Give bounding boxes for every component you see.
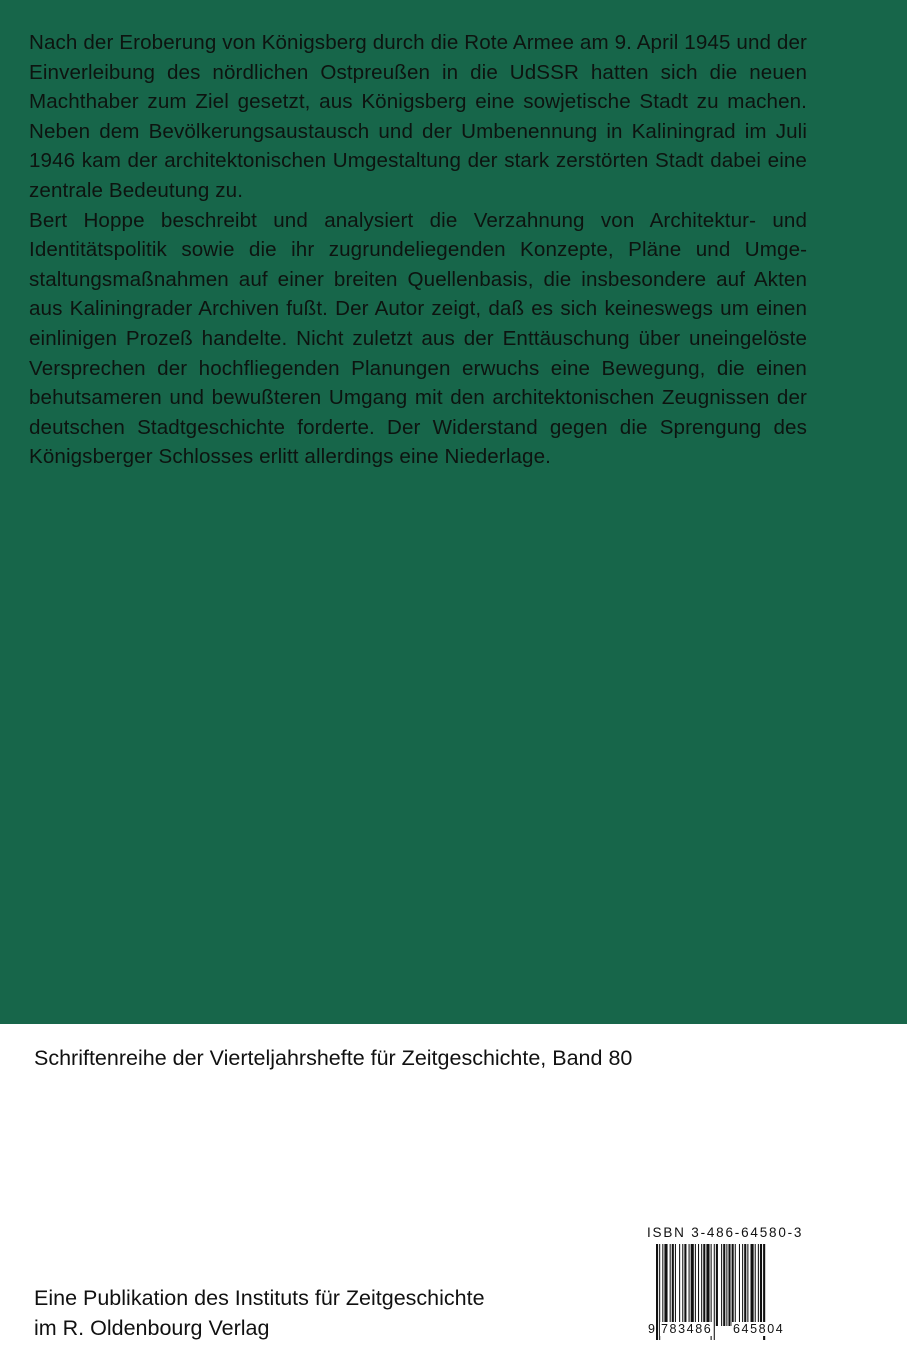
barcode-bar [691, 1244, 694, 1326]
barcode-bar [698, 1244, 699, 1326]
barcode-bar [742, 1244, 743, 1326]
barcode-bar [689, 1244, 690, 1326]
blurb-paragraph-1: Nach der Eroberung von Königsberg durch die Rote Armee am 9. April 1945 und der Einverleibung des nördlichen Ostpreußen in die UdSSR hatten sich die neuen Machthaber zum Ziel gesetzt, aus Königsberg eine sowjetische Stadt zu machen. Neben dem Bevölkerungsaustausch und der Umbenennung in Kaliningrad im Juli 1946 kam der architektonischen Umgestaltung der stark zerstörten Stadt dabei eine zentrale Bedeutung zu. [29, 31, 807, 202]
series-title: Schriftenreihe der Vierteljahrshefte für Zeitgeschichte, Band 80 [34, 1046, 633, 1070]
barcode-bar [682, 1244, 683, 1326]
publisher-note [34, 1283, 485, 1343]
barcode-bar [739, 1244, 740, 1326]
barcode-bar [664, 1244, 667, 1326]
barcode-digits-right: 645804 [733, 1322, 785, 1336]
barcode-bar [662, 1244, 663, 1326]
barcode-bar [751, 1244, 754, 1326]
isbn-label: ISBN 3-486-64580-3 [647, 1225, 804, 1240]
barcode-bar [670, 1244, 671, 1326]
barcode-bar [726, 1244, 727, 1326]
blurb-paragraph-2: Bert Hoppe beschreibt und analysiert die Verzahnung von Architektur- und Identitätspolitik sowie die ihr zugrundeliegenden Konzepte, Pläne und Umgestaltungsmaßnahmen auf einer breiten Quellenbasis, die insbesondere auf Akten aus Kaliningrader Archiven fußt. Der Autor zeigt, daß es sich keineswegs um einen einlinigen Prozeß handelte. Nicht zuletzt aus der Enttäuschung über uneingelöste Versprechen der hochfliegenden Planungen erwuchs eine Bewegung, die einen behutsameren und bewußteren Umgang mit den architektonischen Zeugnissen der deutschen Stadtgeschichte forderte. Der Widerstand gegen die Sprengung des Königsberger Schlosses erlitt allerdings eine Niederlage. [29, 208, 807, 469]
barcode-bar [747, 1244, 748, 1326]
barcode-bar [706, 1244, 709, 1326]
barcode-digit-lead: 9 [648, 1322, 655, 1336]
blurb-text [29, 28, 807, 472]
publisher-line-1: Eine Publikation des Instituts für Zeitgeschichte [34, 1286, 485, 1310]
barcode-bar [675, 1244, 676, 1326]
barcode-digits-left: 783486 [661, 1322, 713, 1336]
barcode-bar [716, 1244, 718, 1326]
barcode-bar [721, 1244, 722, 1326]
barcode-bar [703, 1244, 705, 1326]
barcode-bar [744, 1244, 746, 1326]
barcode-bar [735, 1244, 736, 1326]
barcode-bar [732, 1244, 734, 1326]
barcode-bar [723, 1244, 725, 1326]
barcode-bar [695, 1244, 696, 1326]
publisher-line-2: im R. Oldenbourg Verlag [34, 1316, 270, 1340]
barcode-bar [758, 1244, 759, 1326]
barcode-bar [701, 1244, 702, 1326]
barcode-bar [755, 1244, 756, 1326]
barcode-bar [728, 1244, 730, 1326]
barcode-bar [672, 1244, 674, 1326]
barcode-bar [679, 1244, 680, 1326]
barcode-bar [684, 1244, 686, 1326]
barcode-digits [645, 1322, 810, 1336]
barcode-bar [760, 1244, 762, 1326]
